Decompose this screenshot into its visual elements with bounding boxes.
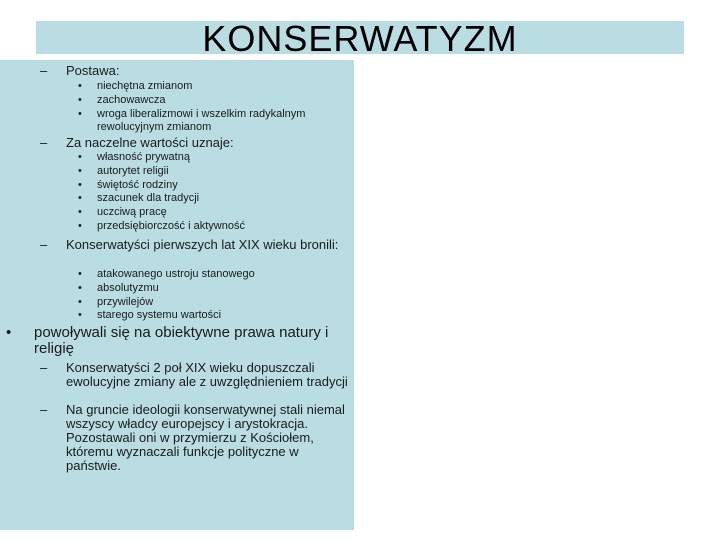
dash-marker: – [40,402,48,417]
list-item: • autorytet religii [78,164,169,177]
bullet-icon: • [78,178,82,191]
bronili-heading-text: Konserwatyści pierwszych lat XIX wieku bronili: [66,237,339,252]
list-item: • atakowanego ustroju stanowego [78,268,255,280]
list-item: • świętość rodziny [78,178,178,191]
dash-marker: – [40,135,48,150]
bullet-icon: • [78,295,82,308]
sub-point-text: Konserwatyści 2 poł XIX wieku dopuszczali ewolucyjne zmiany ale z uwzględnieniem tradycji [66,360,348,389]
list-item: • przedsiębiorczość i aktywność [78,219,245,232]
list-item: • wroga liberalizmowi i wszelkim radykalnym rewolucyjnym zmianom [78,107,306,134]
bullet-icon: • [78,164,82,177]
list-item: • zachowawcza [78,93,166,106]
bronili-list [76,268,346,323]
dash-marker: – [40,63,48,78]
postawa-list [76,80,346,135]
main-point-text: powoływali się na obiektywne prawa natury i religię [34,324,329,357]
bullet-icon: • [78,309,82,322]
list-item: • absolutyzmu [78,281,159,294]
list-item: • starego systemu wartości [78,309,222,322]
bronili-heading [40,238,350,251]
wartosci-list [76,151,346,234]
dash-marker: – [40,237,48,252]
bullet-icon: • [78,206,82,219]
list-item: • uczciwą pracę [78,206,167,219]
postawa-heading-text: Postawa: [66,63,120,78]
bullet-icon: • [78,219,82,232]
list-item: • własność prywatną [78,151,190,163]
main-point [6,325,351,357]
bullet-icon: • [78,80,82,92]
wartosci-heading [40,136,350,149]
bullet-icon: • [78,93,82,106]
sub-point-text: Na gruncie ideologii konserwatywnej stali niemal wszyscy władcy europejscy i arystokracja. Pozostawali oni w przymierzu z Kościołem, któremu wyznaczali funkcje polityczne w państwie. [66,402,345,473]
sub-point-monarchs [40,403,350,473]
sub-point-evolution [40,361,350,389]
bullet-icon: • [78,281,82,294]
wartosci-heading-text: Za naczelne wartości uznaje: [66,135,234,150]
bullet-icon: • [78,268,82,280]
list-item: • niechętna zmianom [78,80,193,92]
list-item: • przywilejów [78,295,154,308]
bullet-icon: • [6,324,12,341]
list-item: • szacunek dla tradycji [78,192,200,205]
bullet-icon: • [78,107,82,120]
bullet-icon: • [78,151,82,163]
postawa-heading [40,64,350,77]
slide-title: KONSERWATYZM [202,18,518,59]
bullet-icon: • [78,192,82,205]
dash-marker: – [40,360,48,375]
